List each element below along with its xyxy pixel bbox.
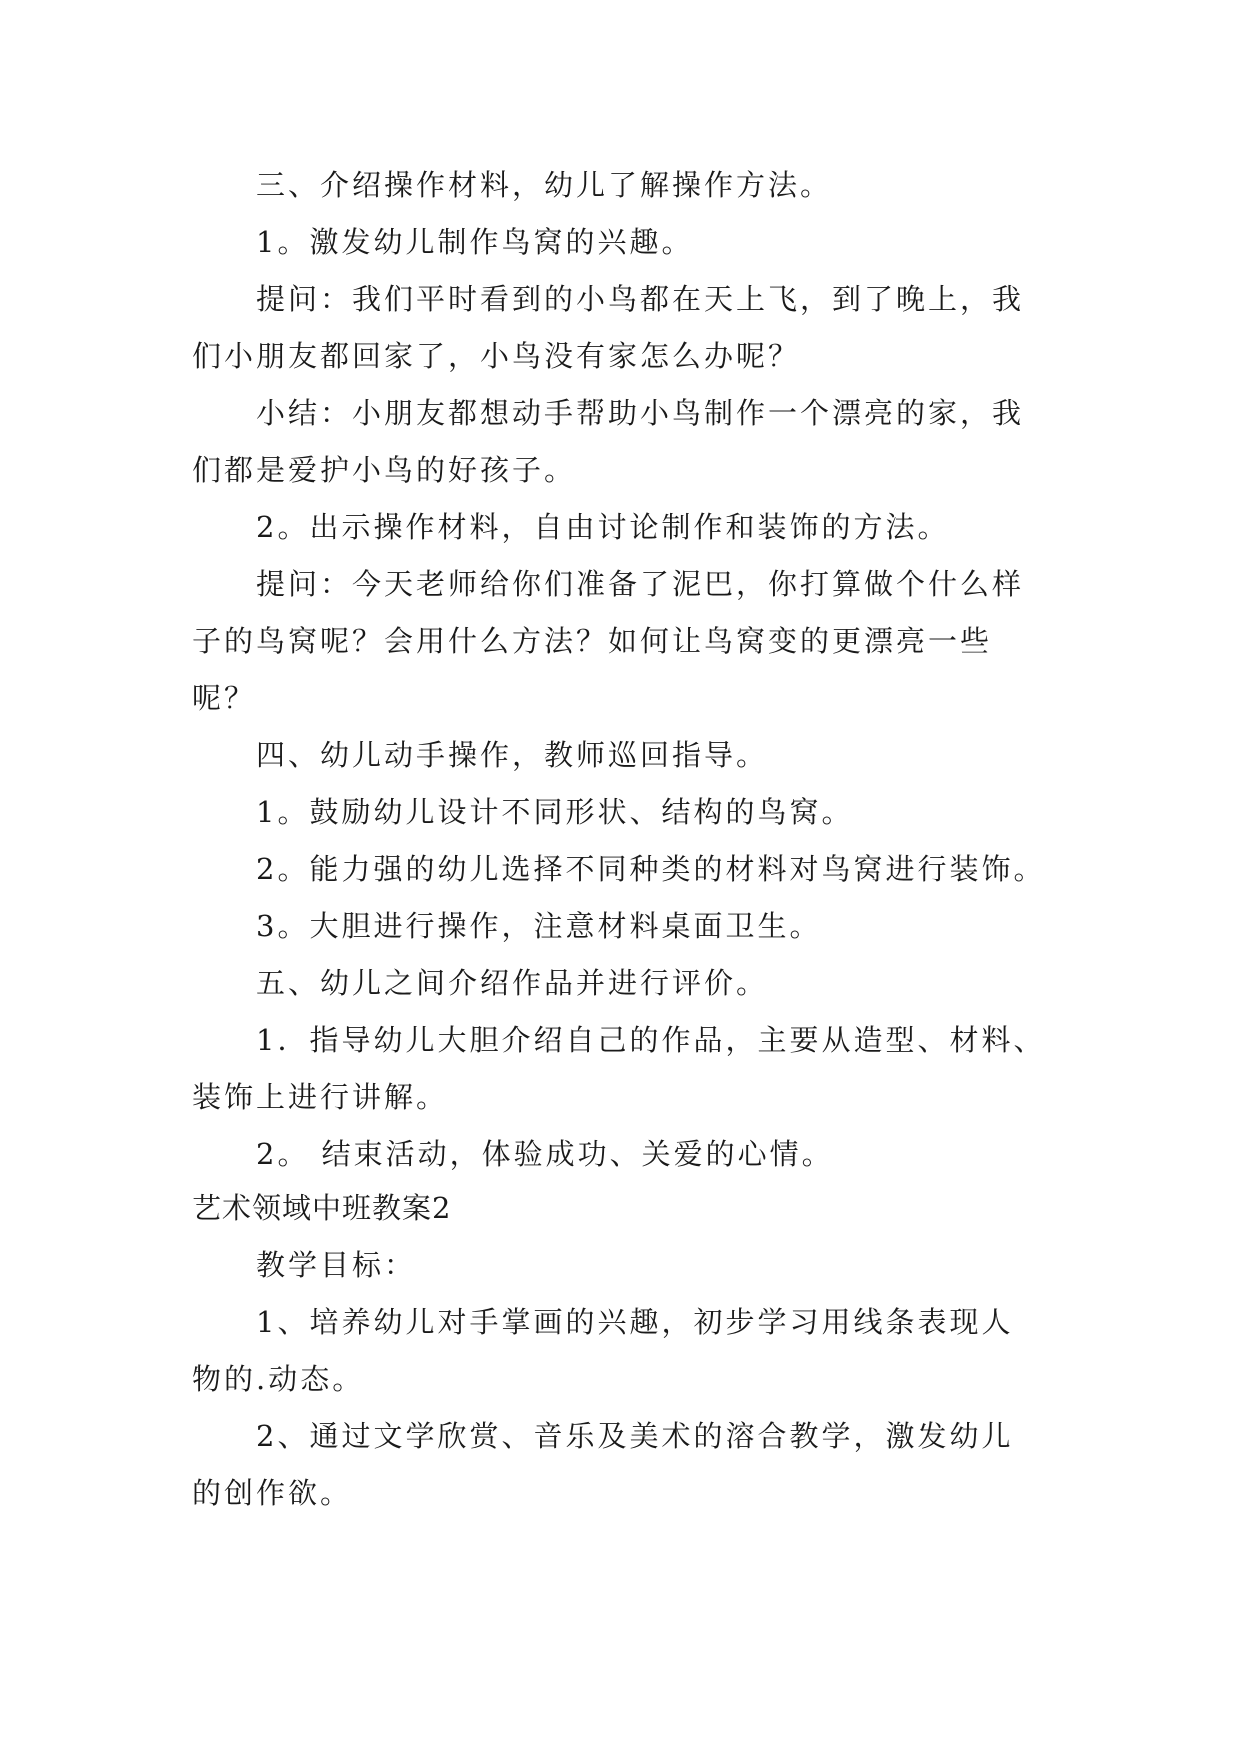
section-heading-4: 四、幼儿动手操作，教师巡回指导。	[256, 738, 769, 772]
paragraph-line: 们小朋友都回家了，小鸟没有家怎么办呢？	[192, 339, 801, 373]
paragraph-line: 2。出示操作材料，自由讨论制作和装饰的方法。	[256, 510, 950, 544]
section-heading-3: 三、介绍操作材料，幼儿了解操作方法。	[256, 168, 833, 202]
paragraph-line: 的创作欲。	[192, 1476, 353, 1510]
document-title: 艺术领域中班教案2	[192, 1191, 452, 1225]
paragraph-line: 装饰上进行讲解。	[192, 1080, 449, 1114]
paragraph-line: 子的鸟窝呢？会用什么方法？如何让鸟窝变的更漂亮一些	[192, 624, 993, 658]
paragraph-line: 1．指导幼儿大胆介绍自己的作品，主要从造型、材料、	[256, 1023, 1046, 1057]
paragraph-line: 1。鼓励幼儿设计不同形状、结构的鸟窝。	[256, 795, 854, 829]
paragraph-line: 小结：小朋友都想动手帮助小鸟制作一个漂亮的家，我	[256, 396, 1025, 430]
paragraph-line: 们都是爱护小鸟的好孩子。	[192, 453, 577, 487]
paragraph-line: 提问：今天老师给你们准备了泥巴，你打算做个什么样	[256, 567, 1025, 601]
paragraph-line: 2。 结束活动，体验成功、关爱的心情。	[256, 1137, 834, 1171]
paragraph-line: 物的.动态。	[192, 1362, 365, 1396]
section-heading-5: 五、幼儿之间介绍作品并进行评价。	[256, 966, 769, 1000]
subheading-objectives: 教学目标：	[256, 1248, 417, 1282]
paragraph-line: 2。能力强的幼儿选择不同种类的材料对鸟窝进行装饰。	[256, 852, 1046, 886]
paragraph-line: 3。大胆进行操作，注意材料桌面卫生。	[256, 909, 822, 943]
paragraph-line: 提问：我们平时看到的小鸟都在天上飞，到了晚上，我	[256, 282, 1025, 316]
paragraph-line: 2、通过文学欣赏、音乐及美术的溶合教学，激发幼儿	[256, 1419, 1014, 1453]
paragraph-line: 1。激发幼儿制作鸟窝的兴趣。	[256, 225, 694, 259]
paragraph-line: 1、培养幼儿对手掌画的兴趣，初步学习用线条表现人	[256, 1305, 1014, 1339]
paragraph-line: 呢？	[192, 681, 257, 715]
